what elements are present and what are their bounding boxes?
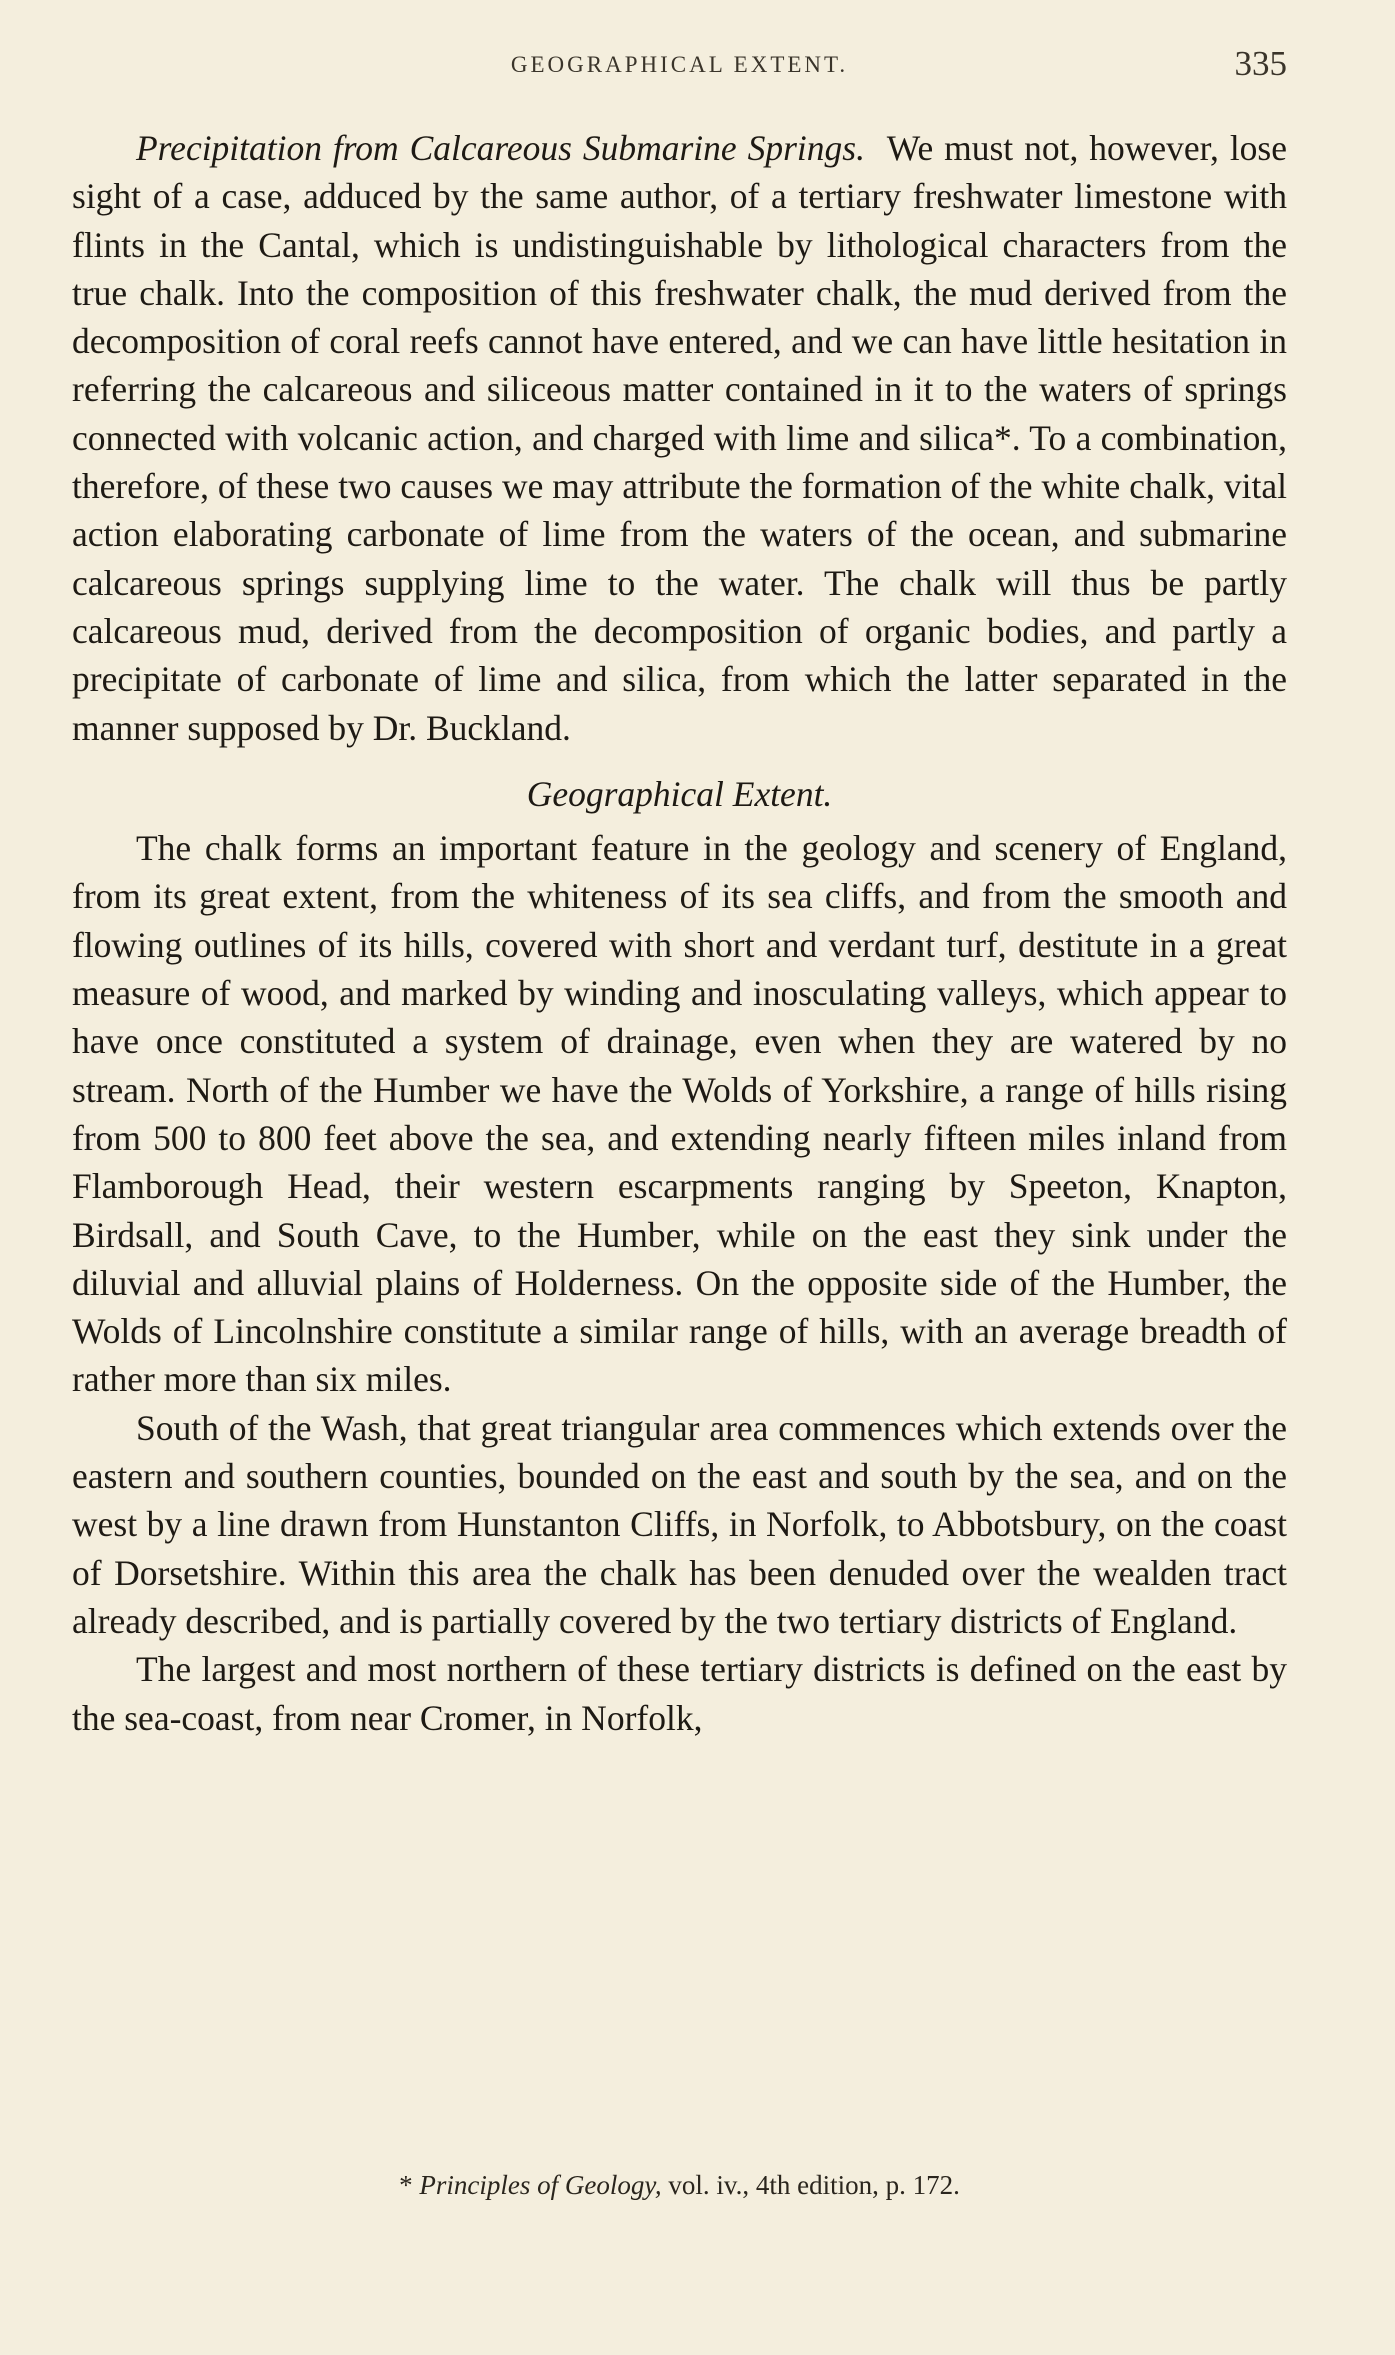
section-heading-geographical-extent: Geographical Extent. (526, 773, 833, 814)
paragraph-precipitation-text: We must not, however, lose sight of a case, adduced by the same author, of a tertiary freshwater limestone with flints in the Cantal, which is undistinguishable by lithological characters from the true chalk. Into the composition of this freshwater chalk, the mud derived from the decomposition of coral reefs cannot have entered, and we can have little hesitation in referring the calcareous and siliceous matter contained in it to the waters of springs connected with volcanic action, and charged with lime and silica*. To a combination, therefore, of these two causes we may attribute the formation of the white chalk, vital action elaborating carbonate of lime from the waters of the ocean, and submarine calcareous springs supplying lime to the water. The chalk will thus be partly calcareous mud, derived from the decomposition of organic bodies, and partly a precipitate of carbonate of lime and silica, from which the latter separated in the manner supposed by Dr. Buckland. (72, 128, 1288, 748)
footnote-rest: vol. iv., 4th edition, p. 172. (668, 2170, 960, 2200)
paragraph-south-of-wash: South of the Wash, that great triangular area commences which extends over the eastern and southern counties, bounded on the east and south by the sea, and on the west by a line drawn from Hunstanton Cliffs, in Norfolk, to Abbotsbury, on the coast of Dorsetshire. Within this area the chalk has been denuded over the wealden tract already described, and is partially covered by the two tertiary districts of England. (72, 1407, 1287, 1641)
body-text (72, 124, 1287, 1742)
running-head (72, 46, 1287, 86)
running-title: GEOGRAPHICAL EXTENT. (510, 52, 849, 77)
page-number: 335 (1234, 44, 1287, 83)
footnote-marker: * (399, 2170, 413, 2200)
paragraph-tertiary-districts: The largest and most northern of these tertiary districts is defined on the east by the sea-coast, from near Cromer, in Norfolk, (72, 1649, 1287, 1738)
paragraph-precipitation (72, 124, 1287, 752)
sidehead-precipitation: Precipitation from Calcareous Submarine Springs. (136, 128, 865, 168)
footnote-title: Principles of Geology, (419, 2170, 662, 2200)
footnote (72, 2170, 1287, 2201)
paragraph-chalk-feature: The chalk forms an important feature in the geology and scenery of England, from its great extent, from the whiteness of its sea cliffs, and from the smooth and flowing outlines of its hills, covered with short and verdant turf, destitute in a great measure of wood, and marked by winding and inosculating valleys, which appear to have once constituted a system of drainage, even when they are watered by no stream. North of the Humber we have the Wolds of Yorkshire, a range of hills rising from 500 to 800 feet above the sea, and extending nearly fifteen miles inland from Flamborough Head, their western escarpments ranging by Speeton, Knapton, Birdsall, and South Cave, to the Humber, while on the east they sink under the diluvial and alluvial plains of Holderness. On the opposite side of the Humber, the Wolds of Lincolnshire constitute a similar range of hills, with an average breadth of rather more than six miles. (72, 828, 1287, 1400)
